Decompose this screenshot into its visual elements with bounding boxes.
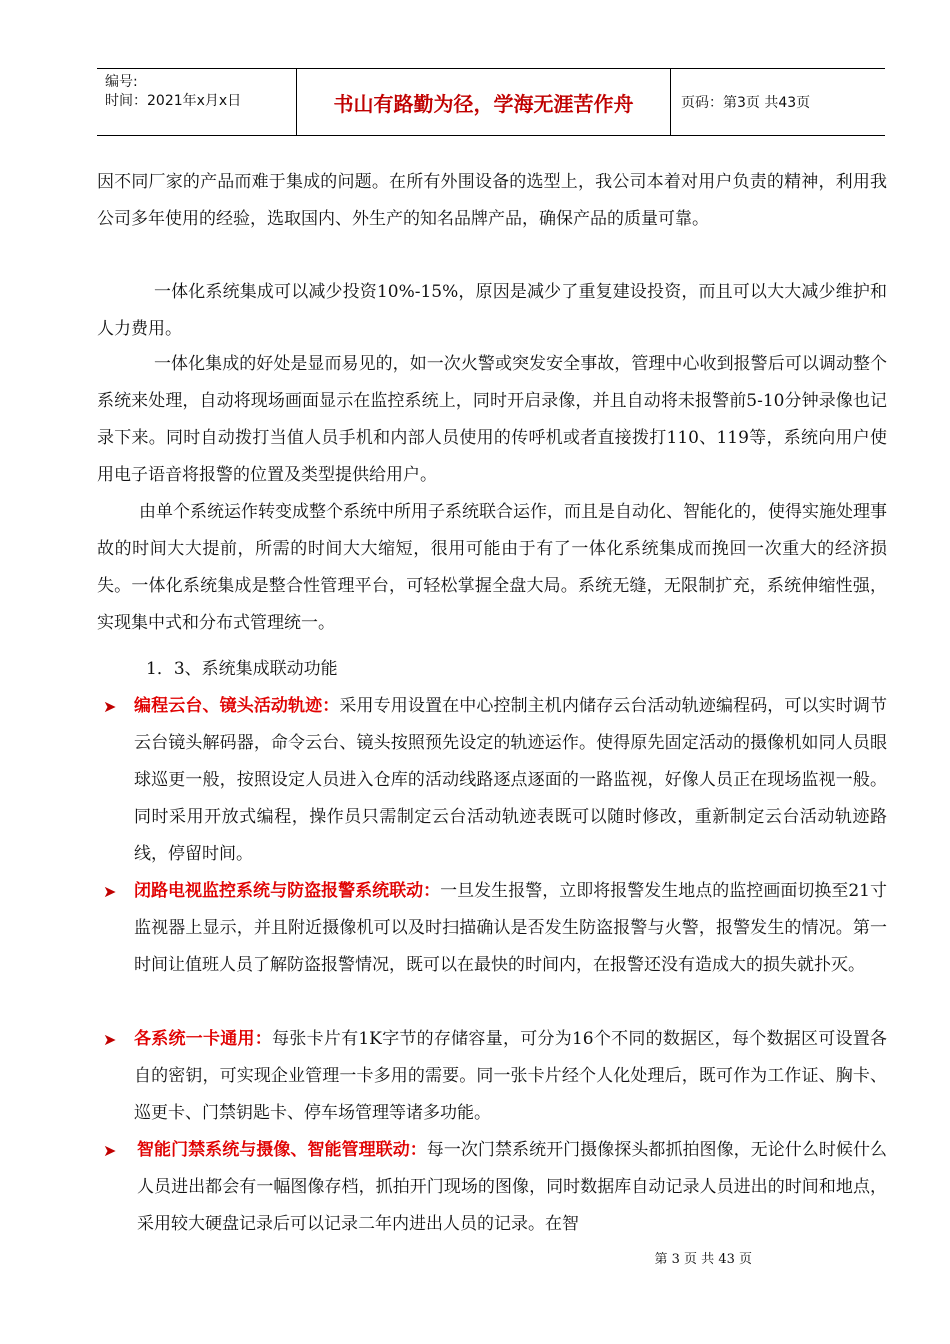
section-heading: 1．3、系统集成联动功能	[146, 659, 338, 679]
bullet-title: 智能门禁系统与摄像、智能管理联动：	[137, 1140, 427, 1160]
bullet-text: 每一次门禁系统开门摄像探头都抓拍图像，无论什么时候什么人员进出都会有一幅图像存档，抓拍开门现场的图像，同时数据库自动记录人员进出的时间和地点，采用较大硬盘记录后可以记录二年内进出人员的记录。在智	[137, 1140, 888, 1234]
arrow-bullet-icon: ➤	[103, 1030, 117, 1049]
bullet-title: 闭路电视监控系统与防盗报警系统联动：	[134, 881, 441, 901]
bullet-text: 一旦发生报警，立即将报警发生地点的监控画面切换至21寸监视器上显示，并且附近摄像机可以及时扫描确认是否发生防盗报警与火警，报警发生的情况。第一时间让值班人员了解防盗报警情况，既可以在最快的时间内，在报警还没有造成大的损失就扑灭。	[134, 881, 887, 975]
paragraph: 由单个系统运作转变成整个系统中所用子系统联合运作，而且是自动化、智能化的，使得实施处理事故的时间大大提前，所需的时间大大缩短，很用可能由于有了一体化系统集成而挽回一次重大的经济损失。一体化系统集成是整合性管理平台，可轻松掌握全盘大局。系统无缝，无限制扩充，系统伸缩性强，实现集中式和分布式管理统一。	[97, 502, 887, 633]
bullet-text: 采用专用设置在中心控制主机内储存云台活动轨迹编程码，可以实时调节云台镜头解码器，命令云台、镜头按照预先设定的轨迹运作。使得原先固定活动的摄像机如同人员眼球巡更一般，按照设定人员进入仓库的活动线路逐点逐面的一路监视，好像人员正在现场监视一般。同时采用开放式编程，操作员只需制定云台活动轨迹表既可以随时修改，重新制定云台活动轨迹路线，停留时间。	[134, 696, 888, 864]
bullet-item	[97, 1021, 887, 1132]
paragraph-3-block	[97, 346, 887, 494]
bullet-text: 每张卡片有1K字节的存储容量，可分为16个不同的数据区，每个数据区可设置各自的密钥，可实现企业管理一卡多用的需要。同一张卡片经个人化处理后，既可作为工作证、胸卡、巡更卡、门禁钥匙卡、停车场管理等诸多功能。	[134, 1029, 888, 1123]
bullet-title: 各系统一卡通用：	[134, 1029, 273, 1049]
bullet-item	[97, 688, 887, 873]
header-motto: 书山有路勤为径，学海无涯苦作舟	[297, 69, 671, 135]
paragraph: 因不同厂家的产品而难于集成的问题。在所有外围设备的选型上，我公司本着对用户负责的精神，利用我公司多年使用的经验，选取国内、外生产的知名品牌产品，确保产品的质量可靠。	[97, 172, 887, 229]
page-header	[97, 68, 885, 136]
bullet-title: 编程云台、镜头活动轨迹：	[134, 696, 340, 716]
header-page-label: 页码：第3页 共43页	[681, 95, 811, 111]
bullet-item	[97, 1132, 887, 1243]
arrow-bullet-icon: ➤	[103, 1141, 117, 1160]
page-footer: 第 3 页 共 43 页	[654, 1252, 752, 1267]
paragraph: 一体化集成的好处是显而易见的，如一次火警或突发安全事故，管理中心收到报警后可以调动整个系统来处理，自动将现场画面显示在监控系统上，同时开启录像，并且自动将未报警前5-10分钟录像也记录下来。同时自动拨打当值人员手机和内部人员使用的传呼机或者直接拨打110、119等，系统向用户使用电子语音将报警的位置及类型提供给用户。	[97, 354, 887, 485]
header-meta	[97, 69, 297, 135]
arrow-bullet-icon: ➤	[103, 697, 117, 716]
document-number-label: 编号:	[105, 74, 138, 90]
paragraph: 一体化系统集成可以减少投资10%-15%，原因是减少了重复建设投资，而且可以大大减少维护和人力费用。	[97, 282, 887, 339]
bullet-item	[97, 873, 887, 984]
document-time-label: 时间：2021年x月x日	[105, 93, 242, 109]
paragraph-2-block	[97, 274, 887, 348]
paragraph-1-block	[97, 164, 887, 238]
paragraph-4-block	[97, 494, 887, 642]
arrow-bullet-icon: ➤	[103, 882, 117, 901]
